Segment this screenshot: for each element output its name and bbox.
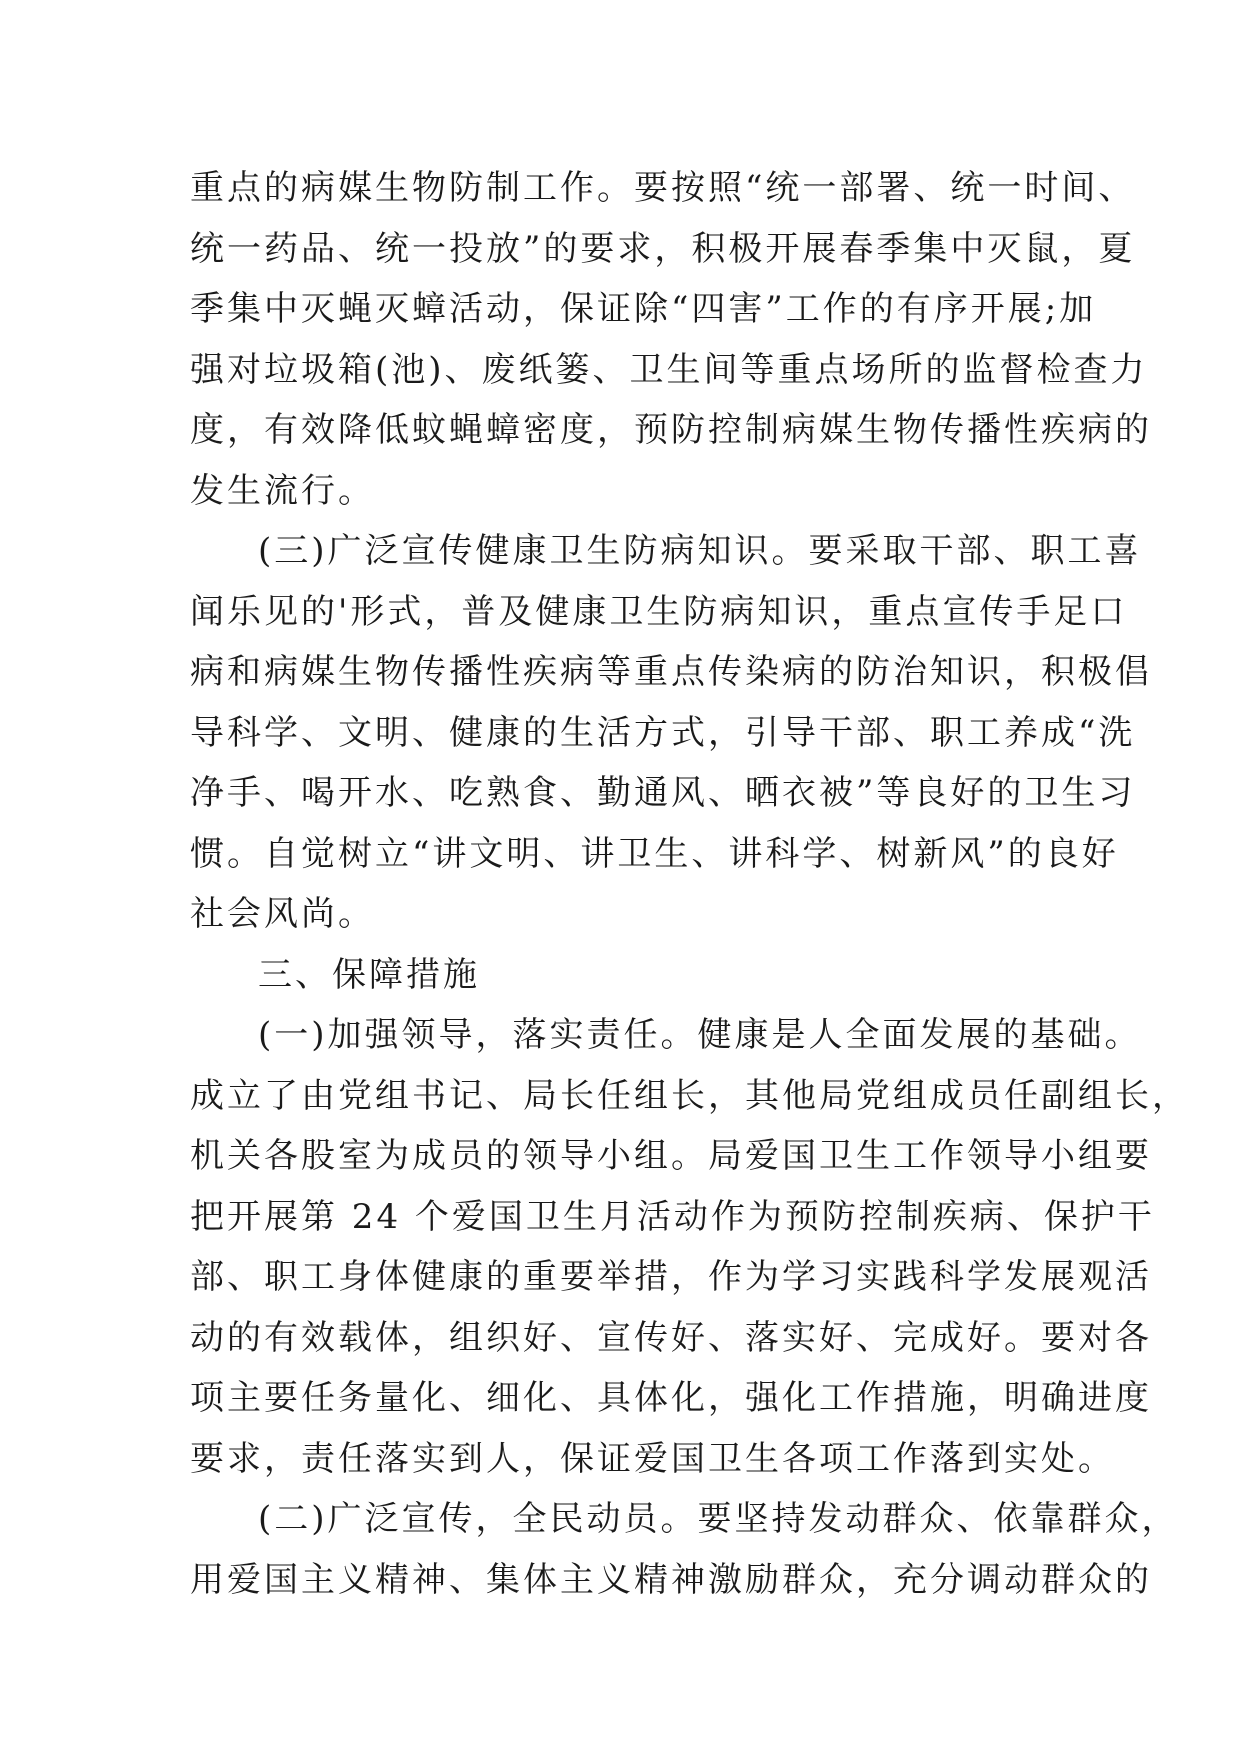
text-line: 项主要任务量化、细化、具体化，强化工作措施，明确进度 (190, 1378, 1152, 1418)
section-heading: 三、保障措施 (258, 954, 480, 995)
text-line: 发生流行。 (190, 470, 375, 511)
text-line: 净手、喝开水、吃熟食、勤通风、晒衣被”等良好的卫生习 (190, 773, 1136, 813)
text-line: 用爱国主义精神、集体主义精神激励群众，充分调动群众的 (190, 1559, 1152, 1600)
text-line: 病和病媒生物传播性疾病等重点传染病的防治知识，积极倡 (190, 652, 1152, 692)
text-line: 要求，责任落实到人，保证爱国卫生各项工作落到实处。 (190, 1438, 1115, 1479)
text-line: 社会风尚。 (190, 894, 375, 934)
text-line: 导科学、文明、健康的生活方式，引导干部、职工养成“洗 (190, 712, 1136, 753)
paragraph-heading: (三)广泛宣传健康卫生防病知识。要采取干部、职工喜 (258, 531, 1142, 571)
paragraph-heading: (一)加强领导，落实责任。健康是人全面发展的基础。 (258, 1015, 1142, 1055)
paragraph-heading: (二)广泛宣传，全民动员。要坚持发动群众、依靠群众， (258, 1499, 1179, 1539)
text-line: 度，有效降低蚊蝇蟑密度，预防控制病媒生物传播性疾病的 (190, 410, 1152, 450)
text-line: 动的有效载体，组织好、宣传好、落实好、完成好。要对各 (190, 1317, 1152, 1358)
text-line: 季集中灭蝇灭蟑活动，保证除“四害”工作的有序开展;加 (190, 289, 1097, 329)
text-line: 把开展第 24 个爱国卫生月活动作为预防控制疾病、保护干 (190, 1196, 1155, 1237)
text-line: 重点的病媒生物防制工作。要按照“统一部署、统一时间、 (190, 168, 1136, 208)
text-line: 统一药品、统一投放”的要求，积极开展春季集中灭鼠，夏 (190, 228, 1136, 269)
text-line: 部、职工身体健康的重要举措，作为学习实践科学发展观活 (190, 1257, 1152, 1297)
text-line: 强对垃圾箱(池)、废纸篓、卫生间等重点场所的监督检查力 (190, 349, 1148, 390)
text-line: 闻乐见的'形式，普及健康卫生防病知识，重点宣传手足口 (190, 591, 1128, 632)
document-body (190, 158, 1189, 1610)
text-line: 机关各股室为成员的领导小组。局爱国卫生工作领导小组要 (190, 1136, 1152, 1176)
text-line: 惯。自觉树立“讲文明、讲卫生、讲科学、树新风”的良好 (190, 833, 1119, 874)
text-line: 成立了由党组书记、局长任组长，其他局党组成员任副组长， (190, 1075, 1189, 1116)
